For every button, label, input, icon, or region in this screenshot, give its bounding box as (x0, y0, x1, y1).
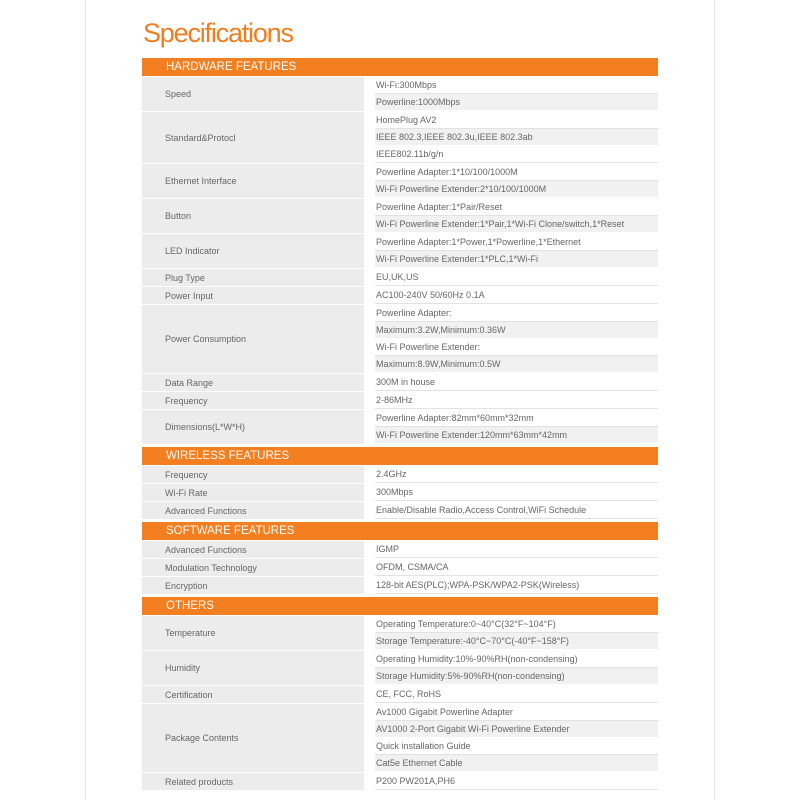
spec-value: Wi-Fi:300Mbps (375, 77, 658, 94)
spec-values (375, 305, 658, 373)
spec-value: Wi-Fi Powerline Extender:120mm*63mm*42mm (375, 427, 658, 444)
spec-value: Powerline Adapter:82mm*60mm*32mm (375, 410, 658, 427)
spec-row (142, 773, 658, 790)
spec-values (375, 773, 658, 790)
spec-row (142, 269, 658, 286)
spec-row (142, 199, 658, 233)
spec-row (142, 559, 658, 576)
spec-value: Operating Temperature:0~40°C(32°F~104°F) (375, 616, 658, 633)
spec-label: Package Contents (142, 704, 364, 772)
spec-values (375, 112, 658, 163)
spec-value: Enable/Disable Radio,Access Control,WiFi Schedule (375, 502, 658, 519)
spec-label: Advanced Functions (142, 541, 364, 558)
spec-row (142, 234, 658, 268)
spec-row (142, 164, 658, 198)
spec-value: 2.4GHz (375, 466, 658, 483)
spec-label: Modulation Technology (142, 559, 364, 576)
spec-label: Plug Type (142, 269, 364, 286)
spec-row (142, 410, 658, 444)
spec-value: Maximum:3.2W,Minimum:0.36W (375, 322, 658, 339)
spec-values (375, 269, 658, 286)
section-header: SOFTWARE FEATURES (142, 522, 658, 540)
spec-label: Certification (142, 686, 364, 703)
spec-value: 300M in house (375, 374, 658, 391)
spec-values (375, 234, 658, 268)
spec-value: Cat5e Ethernet Cable (375, 755, 658, 772)
spec-value: AC100-240V 50/60Hz 0.1A (375, 287, 658, 304)
spec-value: Wi-Fi Powerline Extender:1*PLC,1*Wi-Fi (375, 251, 658, 268)
spec-row (142, 686, 658, 703)
spec-value: Powerline Adapter:1*Pair/Reset (375, 199, 658, 216)
spec-label: Data Range (142, 374, 364, 391)
spec-value: CE, FCC, RoHS (375, 686, 658, 703)
spec-label: Power Consumption (142, 305, 364, 373)
spec-value: Storage Temperature:-40°C~70°C(-40°F~158°F) (375, 633, 658, 650)
spec-values (375, 484, 658, 501)
spec-values (375, 287, 658, 304)
spec-label: Wi-Fi Rate (142, 484, 364, 501)
spec-value: Wi-Fi Powerline Extender: (375, 339, 658, 356)
spec-row (142, 577, 658, 594)
spec-label: Button (142, 199, 364, 233)
spec-value: OFDM, CSMA/CA (375, 559, 658, 576)
spec-values (375, 502, 658, 519)
spec-values (375, 616, 658, 650)
spec-values (375, 651, 658, 685)
spec-label: Encryption (142, 577, 364, 594)
section-header: OTHERS (142, 597, 658, 615)
spec-row (142, 484, 658, 501)
spec-label: Power Input (142, 287, 364, 304)
spec-value: Quick installation Guide (375, 738, 658, 755)
spec-label: Ethernet Interface (142, 164, 364, 198)
spec-row (142, 502, 658, 519)
spec-value: Wi-Fi Powerline Extender:2*10/100/1000M (375, 181, 658, 198)
spec-values (375, 541, 658, 558)
spec-value: Powerline:1000Mbps (375, 94, 658, 111)
spec-values (375, 704, 658, 772)
spec-row (142, 616, 658, 650)
spec-values (375, 577, 658, 594)
spec-value: EU,UK,US (375, 269, 658, 286)
spec-value: 300Mbps (375, 484, 658, 501)
spec-value: Powerline Adapter:1*10/100/1000M (375, 164, 658, 181)
spec-value: P200 PW201A,PH6 (375, 773, 658, 790)
spec-value: IEEE 802.3,IEEE 802.3u,IEEE 802.3ab (375, 129, 658, 146)
spec-label: Humidity (142, 651, 364, 685)
spec-label: Standard&Protocl (142, 112, 364, 163)
spec-row (142, 77, 658, 111)
spec-values (375, 374, 658, 391)
spec-value: AV1000 2-Port Gigabit Wi-Fi Powerline Extender (375, 721, 658, 738)
spec-values (375, 466, 658, 483)
spec-label: Frequency (142, 466, 364, 483)
spec-value: Av1000 Gigabit Powerline Adapter (375, 704, 658, 721)
spec-row (142, 305, 658, 373)
spec-row (142, 466, 658, 483)
spec-row (142, 112, 658, 163)
spec-value: Powerline Adapter:1*Power,1*Powerline,1*Ethernet (375, 234, 658, 251)
spec-row (142, 287, 658, 304)
spec-values (375, 410, 658, 444)
spec-label: Dimensions(L*W*H) (142, 410, 364, 444)
spec-value: Storage Humidity:5%-90%RH(non-condensing) (375, 668, 658, 685)
spec-value: 128-bit AES(PLC);WPA-PSK/WPA2-PSK(Wireless) (375, 577, 658, 594)
spec-values (375, 199, 658, 233)
spec-label: Related products (142, 773, 364, 790)
spec-label: Frequency (142, 392, 364, 409)
spec-value: Powerline Adapter: (375, 305, 658, 322)
spec-values (375, 392, 658, 409)
spec-value: Maximum:8.9W,Minimum:0.5W (375, 356, 658, 373)
spec-values (375, 559, 658, 576)
spec-value: IEEE802.11b/g/n (375, 146, 658, 163)
spec-values (375, 77, 658, 111)
spec-row (142, 392, 658, 409)
spec-value: Operating Humidity:10%-90%RH(non-condensing) (375, 651, 658, 668)
spec-row (142, 374, 658, 391)
spec-value: Wi-Fi Powerline Extender:1*Pair,1*Wi-Fi Clone/switch,1*Reset (375, 216, 658, 233)
spec-label: Speed (142, 77, 364, 111)
spec-row (142, 541, 658, 558)
spec-values (375, 164, 658, 198)
section-header: HARDWARE FEATURES (142, 58, 658, 76)
page-title: Specifications (143, 18, 293, 48)
spec-value: IGMP (375, 541, 658, 558)
spec-value: HomePlug AV2 (375, 112, 658, 129)
spec-label: LED Indicator (142, 234, 364, 268)
spec-row (142, 704, 658, 772)
section-header: WIRELESS FEATURES (142, 447, 658, 465)
page-border-left (85, 0, 86, 800)
page-border-right (714, 0, 715, 800)
spec-table (142, 58, 658, 790)
spec-label: Temperature (142, 616, 364, 650)
spec-value: 2-86MHz (375, 392, 658, 409)
spec-row (142, 651, 658, 685)
spec-label: Advanced Functions (142, 502, 364, 519)
spec-values (375, 686, 658, 703)
